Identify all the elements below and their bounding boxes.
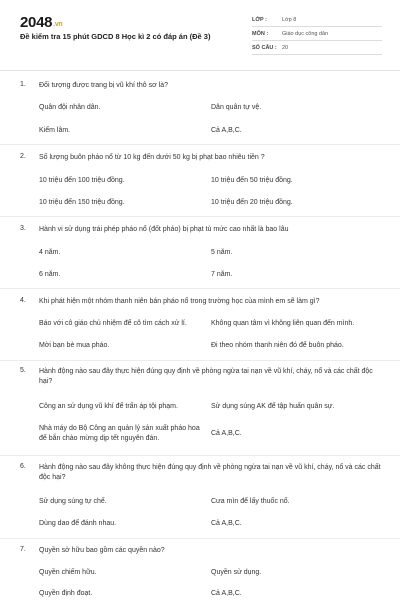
answer-option[interactable]: Cả A,B,C.	[211, 590, 242, 597]
question-divider	[0, 288, 400, 289]
answer-option[interactable]: 6 năm.	[39, 271, 61, 278]
answer-option[interactable]: Báo với cô giáo chủ nhiệm để cô tìm cách xử lí.	[39, 320, 187, 327]
answer-option[interactable]: 5 năm.	[211, 249, 233, 256]
header	[0, 0, 400, 62]
answer-option[interactable]: Sử dụng súng AK để tập huấn quân sự.	[211, 403, 335, 410]
meta-row-class	[252, 13, 382, 27]
question-divider	[0, 144, 400, 145]
meta-row-subject	[252, 27, 382, 41]
answer-option[interactable]: Cả A,B,C.	[211, 127, 242, 134]
meta-key: MÔN :	[252, 30, 269, 37]
question-number: 5.	[20, 367, 26, 374]
answer-option[interactable]: Công an sử dụng vũ khí để trấn áp tội phạm.	[39, 403, 178, 410]
meta-row-count	[252, 41, 382, 55]
meta-value: Giáo dục công dân	[282, 30, 329, 37]
answer-option[interactable]: 10 triệu đến 20 triệu đồng.	[211, 199, 293, 206]
answer-option[interactable]: 10 triệu đến 50 triệu đồng.	[211, 177, 293, 184]
header-divider	[0, 70, 400, 71]
question-number: 4.	[20, 297, 26, 304]
question-text: Hành động nào sau đây thực hiện đúng quy định về phòng ngừa tai nạn về vũ khí, cháy, nổ và các chất độc hại?	[39, 368, 373, 385]
question-number: 3.	[20, 225, 26, 232]
answer-option[interactable]: 4 năm.	[39, 249, 61, 256]
answer-option[interactable]: Quyền định đoạt.	[39, 590, 93, 597]
answer-option[interactable]: Mời bạn bè mua pháo.	[39, 342, 110, 349]
answer-option[interactable]: Dùng dao để đánh nhau.	[39, 520, 117, 527]
question-divider	[0, 455, 400, 456]
question-divider	[0, 538, 400, 539]
question-text: Đối tượng được trang bị vũ khí thô sơ là?	[39, 82, 168, 89]
answer-option[interactable]: Cả A,B,C.	[211, 520, 242, 527]
answer-option[interactable]: Kiểm lâm.	[39, 127, 71, 134]
answer-option[interactable]: Sử dụng súng tự chế.	[39, 498, 107, 505]
answer-option[interactable]: Quyền chiếm hữu.	[39, 569, 97, 576]
question-text: Số lượng buôn pháo nổ từ 10 kg đến dưới 50 kg bị phạt bao nhiêu tiền ?	[39, 154, 265, 161]
question-divider	[0, 360, 400, 361]
answer-option[interactable]: 7 năm.	[211, 271, 233, 278]
answer-option[interactable]: Cưa mìn để lấy thuốc nổ.	[211, 498, 290, 505]
answer-option[interactable]: Dân quân tự vệ.	[211, 104, 262, 111]
question-text: Hành vi sử dụng trái phép pháo nổ (đốt pháo) bị phạt tù mức cao nhất là bao lâu	[39, 226, 289, 233]
answer-option[interactable]: Không quan tâm vì không liên quan đến mình.	[211, 320, 355, 327]
answer-option[interactable]: Nhà máy do Bộ Công an quản lý sản xuất pháo hoa để bắn chào mừng dịp tết nguyên đán.	[39, 425, 200, 442]
answer-option[interactable]: Đi theo nhóm thanh niên đó để buôn pháo.	[211, 342, 344, 349]
meta-key: SỐ CÂU :	[252, 44, 277, 51]
answer-option[interactable]: 10 triệu đến 150 triệu đồng.	[39, 199, 125, 206]
meta-value: Lớp 8	[282, 16, 297, 23]
question-number: 7.	[20, 546, 26, 553]
question-number: 6.	[20, 463, 26, 470]
meta-key: LỚP :	[252, 16, 267, 23]
answer-option[interactable]: Quyền sử dụng.	[211, 569, 262, 576]
question-text: Quyền sở hữu bao gồm các quyền nào?	[39, 547, 165, 554]
meta-info	[252, 13, 382, 55]
logo-text: 2048	[20, 14, 53, 31]
meta-value: 20	[282, 44, 289, 51]
answer-option[interactable]: 10 triệu đến 100 triệu đồng.	[39, 177, 125, 184]
question-number: 2.	[20, 153, 26, 160]
question-divider	[0, 216, 400, 217]
page-title: Đề kiểm tra 15 phút GDCD 8 Học kì 2 có đáp án (Đề 3)	[20, 32, 211, 41]
logo-tld: .vn	[53, 21, 63, 28]
answer-option[interactable]: Cả A,B,C.	[211, 430, 242, 437]
question-text: Hành động nào sau đây không thực hiện đúng quy định về phòng ngừa tai nạn về vũ khí, cháy, nổ và các chất độc hại?	[39, 464, 381, 481]
question-text: Khi phát hiện một nhóm thanh niên bán pháo nổ trong trường học của mình em sẽ làm gì?	[39, 298, 320, 305]
answer-option[interactable]: Quân đội nhân dân.	[39, 104, 101, 111]
site-logo[interactable]	[20, 14, 62, 31]
question-number: 1.	[20, 81, 26, 88]
